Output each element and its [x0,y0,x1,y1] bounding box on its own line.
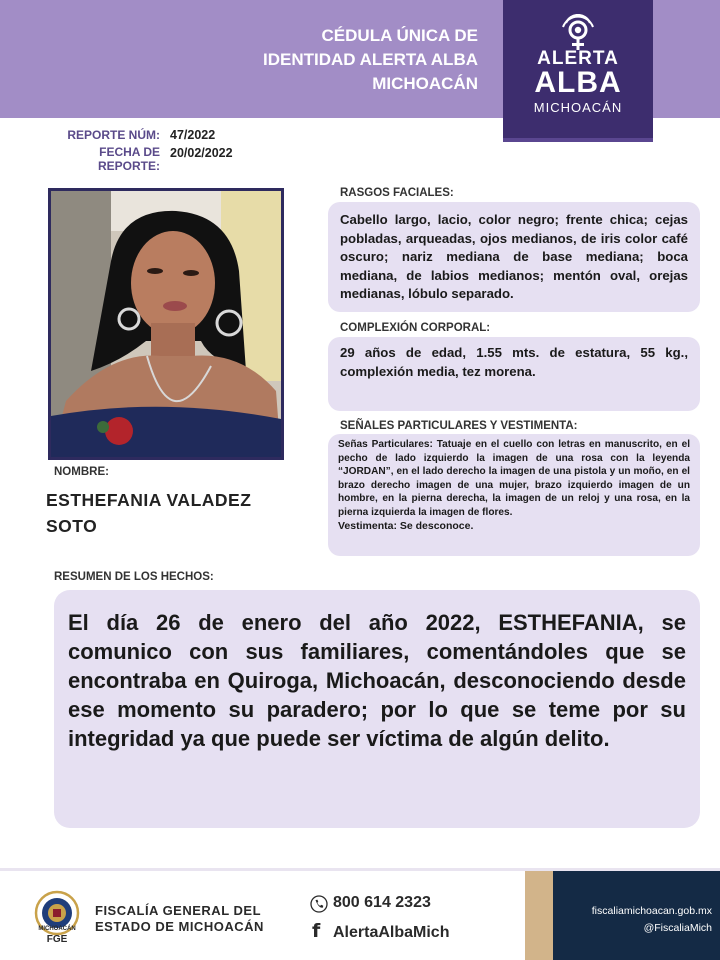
facebook-handle[interactable]: AlertaAlbaMich [333,924,450,941]
institution-name [95,903,264,935]
report-number-label: REPORTE NÚM: [67,128,160,142]
twitter-handle[interactable]: @FiscaliaMich [643,922,712,934]
footer-accent-stripe [525,871,553,960]
document-title [178,24,478,96]
facebook-icon: f [312,920,321,942]
particular-signs-label: SEÑALES PARTICULARES Y VESTIMENTA: [340,420,578,432]
summary-label: RESUMEN DE LOS HECHOS: [54,571,214,583]
report-date-value: 20/02/2022 [170,146,233,160]
clothing-text: Vestimenta: Se desconoce. [338,519,474,532]
body-build-box [328,337,700,411]
logo-text-michoacan: MICHOACÁN [533,100,623,115]
institution-name-line-1: FISCALÍA GENERAL DEL [95,903,262,918]
body-build-text: 29 años de edad, 1.55 mts. de estatura, 55 kg., complexión media, tez morena. [340,345,688,379]
person-name-line-2: SOTO [46,516,98,536]
particular-signs-text: Señas Particulares: Tatuaje en el cuello con letras en manuscrito, en el pecho de lado izquierdo la imagen de una rosa con la leyenda “JORDAN”, en el lado derecho la imagen de una pistola y un moño, en el brazo derecho imagen de una mujer, brazo izquierdo imagen de un hombre, en la pierna derecha, la imagen de un reloj y una rosa, en la pierna izquierda la imagen de flores. [338,439,690,518]
logo-text-alerta: ALERTA [537,48,619,69]
facial-features-text: Cabello largo, lacio, color negro; frente chica; cejas pobladas, arqueadas, ojos medianos, de iris color café oscuro; nariz mediana de base mediana; boca mediana, de labios medianos; mentón oval, orejas medianas, lóbulo separado. [340,212,688,301]
name-label: NOMBRE: [54,466,109,478]
seal-state-text: MICHOACÁN [38,926,76,932]
missing-person-photo [48,188,284,460]
logo-text-alba: ALBA [534,66,622,99]
institution-name-line-2: ESTADO DE MICHOACÁN [95,919,264,934]
report-date-label: FECHA DE REPORTE: [97,145,160,173]
person-name-line-1: ESTHEFANIA VALADEZ [46,490,252,510]
facial-features-box [328,202,700,312]
fge-seal [28,890,86,948]
title-line-2: IDENTIDAD ALERTA ALBA [263,50,478,69]
phone-number[interactable]: 800 614 2323 [333,894,431,911]
website-link[interactable]: fiscaliamichoacan.gob.mx [591,905,712,917]
title-line-1: CÉDULA ÚNICA DE [321,26,478,45]
summary-box [54,590,700,828]
phone-icon [310,895,328,913]
alerta-alba-logo [503,0,653,142]
facial-features-label: RASGOS FACIALES: [340,187,454,199]
person-name [46,487,306,539]
title-line-3: MICHOACÁN [372,74,478,93]
report-number-value: 47/2022 [170,128,216,142]
seal-abbreviation: FGE [46,934,68,945]
summary-text: El día 26 de enero del año 2022, ESTHEFANIA, se comunico con sus familiares, comentándoles que se encontraba en Quiroga, Michoacán, desconociendo desde ese momento su paradero; por lo que se teme por su integridad ya que puede ser víctima de algún delito. [68,610,686,751]
body-build-label: COMPLEXIÓN CORPORAL: [340,322,491,334]
particular-signs-box [328,434,700,556]
portrait-illustration [51,191,281,457]
